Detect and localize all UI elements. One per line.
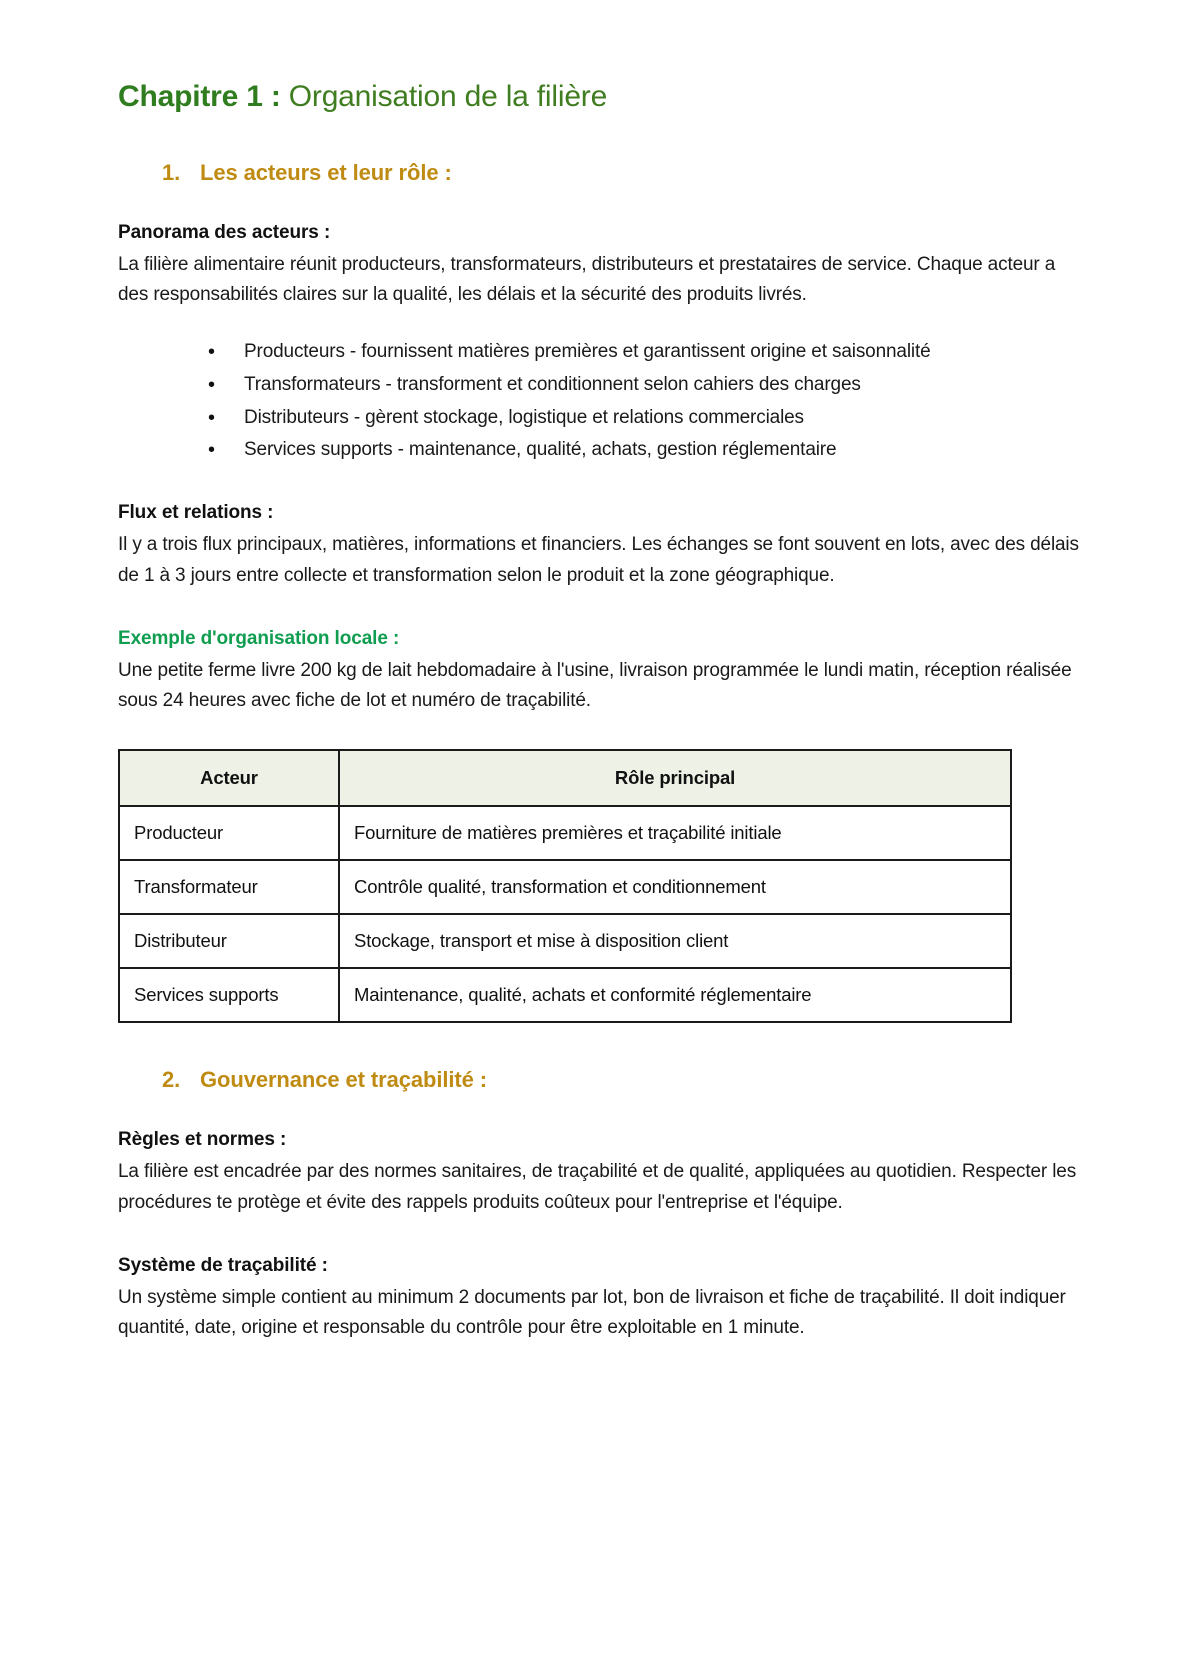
subheading-regles: Règles et normes : (118, 1129, 287, 1151)
subheading-systeme: Système de traçabilité : (118, 1254, 328, 1276)
paragraph-regles: La filière est encadrée par des normes sanitaires, de traçabilité et de qualité, appliquées au quotidien. Respecter les procédures te protège et évite des rappels produits coûteux pour l'entreprise et l'équipe. (118, 1161, 1077, 1213)
subheading-flux: Flux et relations : (118, 502, 274, 524)
list-item: • Producteurs - fournissent matières premières et garantissent origine et saisonnalité (208, 337, 1082, 368)
list-item: • Services supports - maintenance, qualité, achats, gestion réglementaire (208, 435, 1082, 466)
table-cell-role: Stockage, transport et mise à disposition client (339, 914, 1011, 968)
actors-table (118, 749, 1012, 1023)
table-header-acteur: Acteur (119, 750, 339, 806)
section-title-1: Les acteurs et leur rôle : (200, 159, 452, 185)
table-row (119, 860, 1011, 914)
list-item: • Transformateurs - transforment et conditionnent selon cahiers des charges (208, 370, 1082, 401)
table-row (119, 968, 1011, 1022)
page-title (118, 78, 1082, 116)
paragraph-flux: Il y a trois flux principaux, matières, informations et financiers. Les échanges se font souvent en lots, avec des délais de 1 à 3 jours entre collecte et transformation selon le produit et la zone géographique. (118, 534, 1079, 586)
table-header-row (119, 750, 1011, 806)
chapter-title-rest: Organisation de la filière (280, 80, 608, 113)
list-item: • Distributeurs - gèrent stockage, logistique et relations commerciales (208, 403, 1082, 434)
table-cell-role: Contrôle qualité, transformation et conditionnement (339, 860, 1011, 914)
chapter-label: Chapitre 1 : (118, 80, 281, 113)
table-row (119, 914, 1011, 968)
section-number-1: 1. (162, 159, 181, 185)
table-header-role: Rôle principal (339, 750, 1011, 806)
section-number-2: 2. (162, 1067, 181, 1093)
paragraph-systeme: Un système simple contient au minimum 2 documents par lot, bon de livraison et fiche de traçabilité. Il doit indiquer quantité, date, origine et responsable du contrôle pour être exploitable en 1 minute. (118, 1286, 1066, 1339)
subheading-exemple: Exemple d'organisation locale : (118, 627, 400, 649)
table-cell-acteur: Transformateur (119, 860, 339, 914)
table-row (119, 806, 1011, 860)
paragraph-exemple: Une petite ferme livre 200 kg de lait hebdomadaire à l'usine, livraison programmée le lundi matin, réception réalisée sous 24 heures avec fiche de lot et numéro de traçabilité. (118, 659, 1072, 712)
section-heading-1 (162, 160, 1082, 186)
subheading-panorama: Panorama des acteurs : (118, 221, 331, 243)
section-heading-2 (162, 1067, 1082, 1093)
section-title-2: Gouvernance et traçabilité : (200, 1067, 487, 1093)
table-cell-acteur: Distributeur (119, 914, 339, 968)
table-cell-role: Maintenance, qualité, achats et conformité réglementaire (339, 968, 1011, 1022)
table-cell-role: Fourniture de matières premières et traçabilité initiale (339, 806, 1011, 860)
table-cell-acteur: Services supports (119, 968, 339, 1022)
table-cell-acteur: Producteur (119, 806, 339, 860)
actors-bullet-list (118, 337, 1082, 466)
paragraph-panorama: La filière alimentaire réunit producteurs, transformateurs, distributeurs et prestataires de service. Chaque acteur a des responsabilités claires sur la qualité, les délais et la sécurité des produits livrés. (118, 253, 1056, 306)
